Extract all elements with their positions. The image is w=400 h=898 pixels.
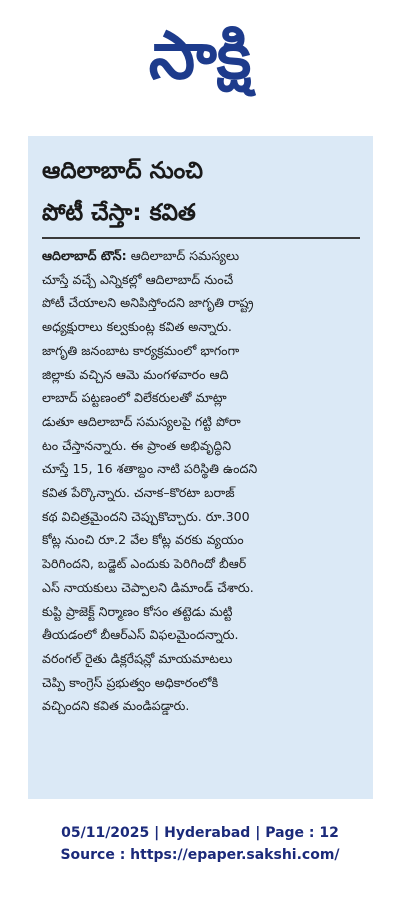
body-line: చూస్తే 15, 16 శతాబ్దం నాటి పరిస్థితి ఉందని <box>42 461 258 477</box>
body-line: టం చేస్తానన్నారు. ఈ ప్రాంత అభివృద్ధిని <box>42 437 232 453</box>
body-line: వచ్చిందని కవిత మండిపడ్డారు. <box>42 698 190 714</box>
footer-date-page: 05/11/2025 | Hyderabad | Page : 12 <box>61 825 339 841</box>
headline-line: ఆదిలాబాద్ నుంచి <box>42 158 203 184</box>
sakshi-logo-text: సాక్షి <box>148 17 252 94</box>
body-line: చూస్తే వచ్చే ఎన్నికల్లో ఆదిలాబాద్ నుంచే <box>42 271 234 287</box>
body-line: కవిత పేర్కొన్నారు. చనాక–కొరటా బరాజ్ <box>42 485 235 501</box>
headline-line: పోటీ చేస్తా: కవిత <box>42 200 196 226</box>
body-line: పెరిగిందని, బడ్జెట్ ఎందుకు పెరిగిందో బీఆర్ <box>42 556 247 572</box>
body-line: తీయడంలో బీఆర్ఎస్ విఫలమైందన్నారు. <box>42 627 239 643</box>
article-dateline: ఆదిలాబాద్ టౌన్: <box>42 248 127 263</box>
article-body <box>42 244 362 718</box>
body-line: పోటీ చేయాలని అనిపిస్తోందని జాగృతి రాష్ట్ర <box>42 295 254 311</box>
body-line-first <box>42 244 362 268</box>
body-line: జాగృతి జనంబాట కార్యక్రమంలో భాగంగా <box>42 342 240 358</box>
sakshi-logo-graphic <box>100 6 300 98</box>
body-line: ఎస్ నాయకులు చెప్పాలని డిమాండ్ చేశారు. <box>42 579 254 595</box>
body-line: జిల్లాకు వచ్చిన ఆమె మంగళవారం ఆది <box>42 366 229 382</box>
body-line: కథ విచిత్రమైందని చెప్పుకొచ్చారు. రూ.300 <box>42 508 250 524</box>
body-line: చెప్పి కాంగ్రెస్ ప్రభుత్వం అధికారంలోకి <box>42 674 219 690</box>
footer-source: Source : https://epaper.sakshi.com/ <box>60 847 340 863</box>
sakshi-logo <box>100 6 300 98</box>
body-line: వరంగల్ రైతు డిక్లరేషన్లో మాయమాటలు <box>42 650 233 666</box>
body-line: డుతూ ఆదిలాబాద్ సమస్యలపై గట్టి పోరా <box>42 413 241 429</box>
body-line: అధ్యక్షురాలు కల్వకుంట్ల కవిత అన్నారు. <box>42 319 232 335</box>
body-line: కుప్టి ప్రాజెక్ట్ నిర్మాణం కోసం తట్టెడు మట్టి <box>42 603 233 619</box>
headline-divider <box>42 237 360 239</box>
body-line-text: ఆదిలాబాద్ సమస్యలు <box>126 248 240 263</box>
article-headline <box>42 150 362 234</box>
body-line: లాబాద్ పట్టణంలో విలేకరులతో మాట్లా <box>42 390 227 406</box>
page-footer <box>0 822 400 866</box>
body-line: కోట్ల నుంచి రూ.2 వేల కోట్ల వరకు వ్యయం <box>42 532 244 548</box>
